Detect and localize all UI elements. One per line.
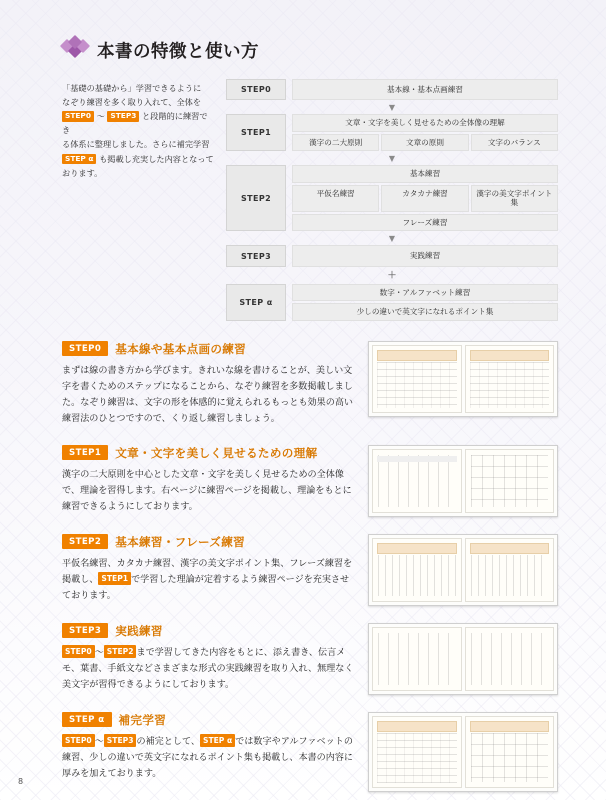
- section-step1-text: [62, 445, 358, 517]
- intro-line-8: おります。: [62, 167, 103, 178]
- section-stepalpha-thumbnail: [368, 712, 558, 792]
- section-step1: [62, 445, 558, 517]
- section-step2-body: [62, 556, 358, 605]
- flow-band-stepalpha-1: 数字・アルファベット練習: [292, 284, 558, 301]
- section-stepalpha-head: [62, 712, 358, 728]
- intro-line-7: も掲載し充実した内容となって: [99, 153, 214, 164]
- flow-body-step3: [292, 245, 558, 266]
- section-step3-inline-badge-2: STEP2: [104, 645, 137, 659]
- section-step2-body-pre: 平仮名練習、カタカナ練習、漢字の美文字ポイント集、フレーズ練習を掲載し、: [62, 558, 353, 585]
- flow-row-step1: [226, 114, 558, 151]
- intro-line-2: なぞり練習を多く取り入れて、全体を: [62, 97, 202, 108]
- intro-line-1: 「基礎の基礎から」学習できるように: [62, 83, 202, 93]
- section-step1-head: [62, 445, 358, 461]
- flow-chip-step1: STEP1: [226, 114, 286, 151]
- intro-badge-stepalpha: STEP α: [62, 154, 96, 165]
- section-stepalpha-body: [62, 734, 358, 783]
- section-step2: [62, 534, 558, 606]
- flow-band-step1-sub-1: 漢字の二大原則: [292, 134, 379, 151]
- flow-chip-step3: STEP3: [226, 245, 286, 266]
- flow-band-stepalpha-2: 少しの違いで英文字になれるポイント集: [292, 303, 558, 320]
- page-number: 8: [18, 777, 24, 786]
- flow-chip-step0: STEP0: [226, 79, 286, 100]
- flow-row-step3: [226, 245, 558, 266]
- section-step1-badge: STEP1: [62, 445, 108, 460]
- section-stepalpha-inline-badge-1: STEP0: [62, 734, 95, 748]
- section-step3-body-mid: 〜: [94, 647, 104, 658]
- section-step3-badge: STEP3: [62, 623, 108, 638]
- intro-badge-step3: STEP3: [107, 111, 139, 122]
- section-stepalpha-inline-badge-2: STEP3: [104, 734, 137, 748]
- flow-band-step1-sub-3: 文字のバランス: [471, 134, 558, 151]
- flow-chip-stepalpha: STEP α: [226, 284, 286, 321]
- flow-band-step2-main: 基本練習: [292, 165, 558, 182]
- section-step2-text: [62, 534, 358, 606]
- flow-band-step0-main: 基本線・基本点画練習: [292, 79, 558, 100]
- flow-subrow-step2: [292, 185, 558, 212]
- intro-line-4: と段階的に練習でき: [62, 111, 208, 136]
- section-step0-badge: STEP0: [62, 341, 108, 356]
- section-step2-body-post: で学習した理論が定着するよう練習ページを充実させております。: [62, 574, 350, 601]
- section-step2-inline-badge: STEP1: [98, 572, 131, 586]
- intro-line-5: る体系に整理しました。さらに: [62, 139, 177, 150]
- flow-arrow-3: ▼: [388, 234, 396, 244]
- section-step0-text: [62, 341, 358, 428]
- section-stepalpha: [62, 712, 558, 792]
- intro-and-flow: [62, 79, 558, 324]
- section-stepalpha-inline-badge-3: STEP α: [200, 734, 235, 748]
- section-step3-text: [62, 623, 358, 695]
- flow-band-step2-sub-2: カタカナ練習: [381, 185, 468, 212]
- flow-subrow-step1: [292, 134, 558, 151]
- section-stepalpha-title: 補完学習: [118, 712, 167, 727]
- flow-plus: ＋: [387, 270, 397, 281]
- flow-body-step1: [292, 114, 558, 151]
- intro-badge-step0: STEP0: [62, 111, 94, 122]
- section-step0-title: 基本線や基本点画の練習: [115, 341, 247, 356]
- section-step3-body: [62, 645, 358, 694]
- section-stepalpha-body-mid-2: の補完として、: [136, 736, 200, 747]
- section-step0-body: まずは線の書き方から学びます。きれいな線を書けることが、美しい文字を書くためのステップになることから、なぞり練習を多数掲載しました。なぞり練習は、文字の形を体感的に覚えられるもっとも効果の高い練習法のひとつですので、くり返し練習しましょう。: [62, 365, 354, 425]
- section-step0-head: [62, 341, 358, 357]
- page-title-row: [62, 38, 558, 63]
- intro-paragraph: [62, 79, 214, 180]
- flow-body-step2: [292, 165, 558, 231]
- intro-line-6: 補完学習: [176, 139, 210, 150]
- section-step1-thumbnail: [368, 445, 558, 517]
- flow-arrow-1: ▼: [388, 103, 396, 113]
- section-stepalpha-badge: STEP α: [62, 712, 112, 727]
- section-stepalpha-body-mid-1: 〜: [94, 736, 104, 747]
- flow-row-stepalpha: [226, 284, 558, 321]
- flow-diagram: [226, 79, 558, 324]
- flow-band-step1-main: 文章・文字を美しく見せるための全体像の理解: [292, 114, 558, 131]
- section-step3: [62, 623, 558, 695]
- section-step3-body-post: まで学習してきた内容をもとに、添え書き、伝言メモ、葉書、手紙文などさまざまな形式の実践練習を取り入れ、無理なく美文字が習得できるようにしております。: [62, 647, 354, 690]
- flow-band-step2-phrase: フレーズ練習: [292, 214, 558, 231]
- flow-body-step0: [292, 79, 558, 100]
- flow-body-stepalpha: [292, 284, 558, 321]
- section-step3-thumbnail: [368, 623, 558, 695]
- section-step1-title: 文章・文字を美しく見せるための理解: [115, 445, 318, 460]
- page-content: [62, 38, 558, 779]
- flow-band-step3-main: 実践練習: [292, 245, 558, 266]
- intro-line-3: 〜: [96, 111, 105, 122]
- flow-band-step2-sub-1: 平仮名練習: [292, 185, 379, 212]
- section-step3-inline-badge-1: STEP0: [62, 645, 95, 659]
- section-step2-thumbnail: [368, 534, 558, 606]
- flow-arrow-2: ▼: [388, 154, 396, 164]
- flower-ornament-icon: [62, 40, 88, 62]
- section-stepalpha-text: [62, 712, 358, 792]
- section-step2-title: 基本練習・フレーズ練習: [115, 534, 245, 549]
- section-stepalpha-body-post: では数字やアルファベットの練習、少しの違いで英文字になれるポイント集も掲載し、本書の内容に厚みを加えております。: [62, 736, 354, 779]
- page-title: 本書の特徴と使い方: [97, 42, 259, 62]
- flow-band-step1-sub-2: 文章の原則: [381, 134, 468, 151]
- flow-band-step2-sub-3: 漢字の美文字ポイント集: [471, 185, 558, 212]
- section-step0: [62, 341, 558, 428]
- section-step2-badge: STEP2: [62, 534, 108, 549]
- flow-row-step2: [226, 165, 558, 231]
- flow-row-step0: [226, 79, 558, 100]
- section-step2-head: [62, 534, 358, 550]
- section-step0-thumbnail: [368, 341, 558, 417]
- flow-chip-step2: STEP2: [226, 165, 286, 231]
- section-step1-body: 漢字の二大原則を中心とした文章・文字を美しく見せるための全体像で、理論を習得します。右ページに練習ページを掲載し、理論をもとに練習できるようにしております。: [62, 469, 352, 512]
- section-step3-title: 実践練習: [115, 623, 163, 638]
- section-step3-head: [62, 623, 358, 639]
